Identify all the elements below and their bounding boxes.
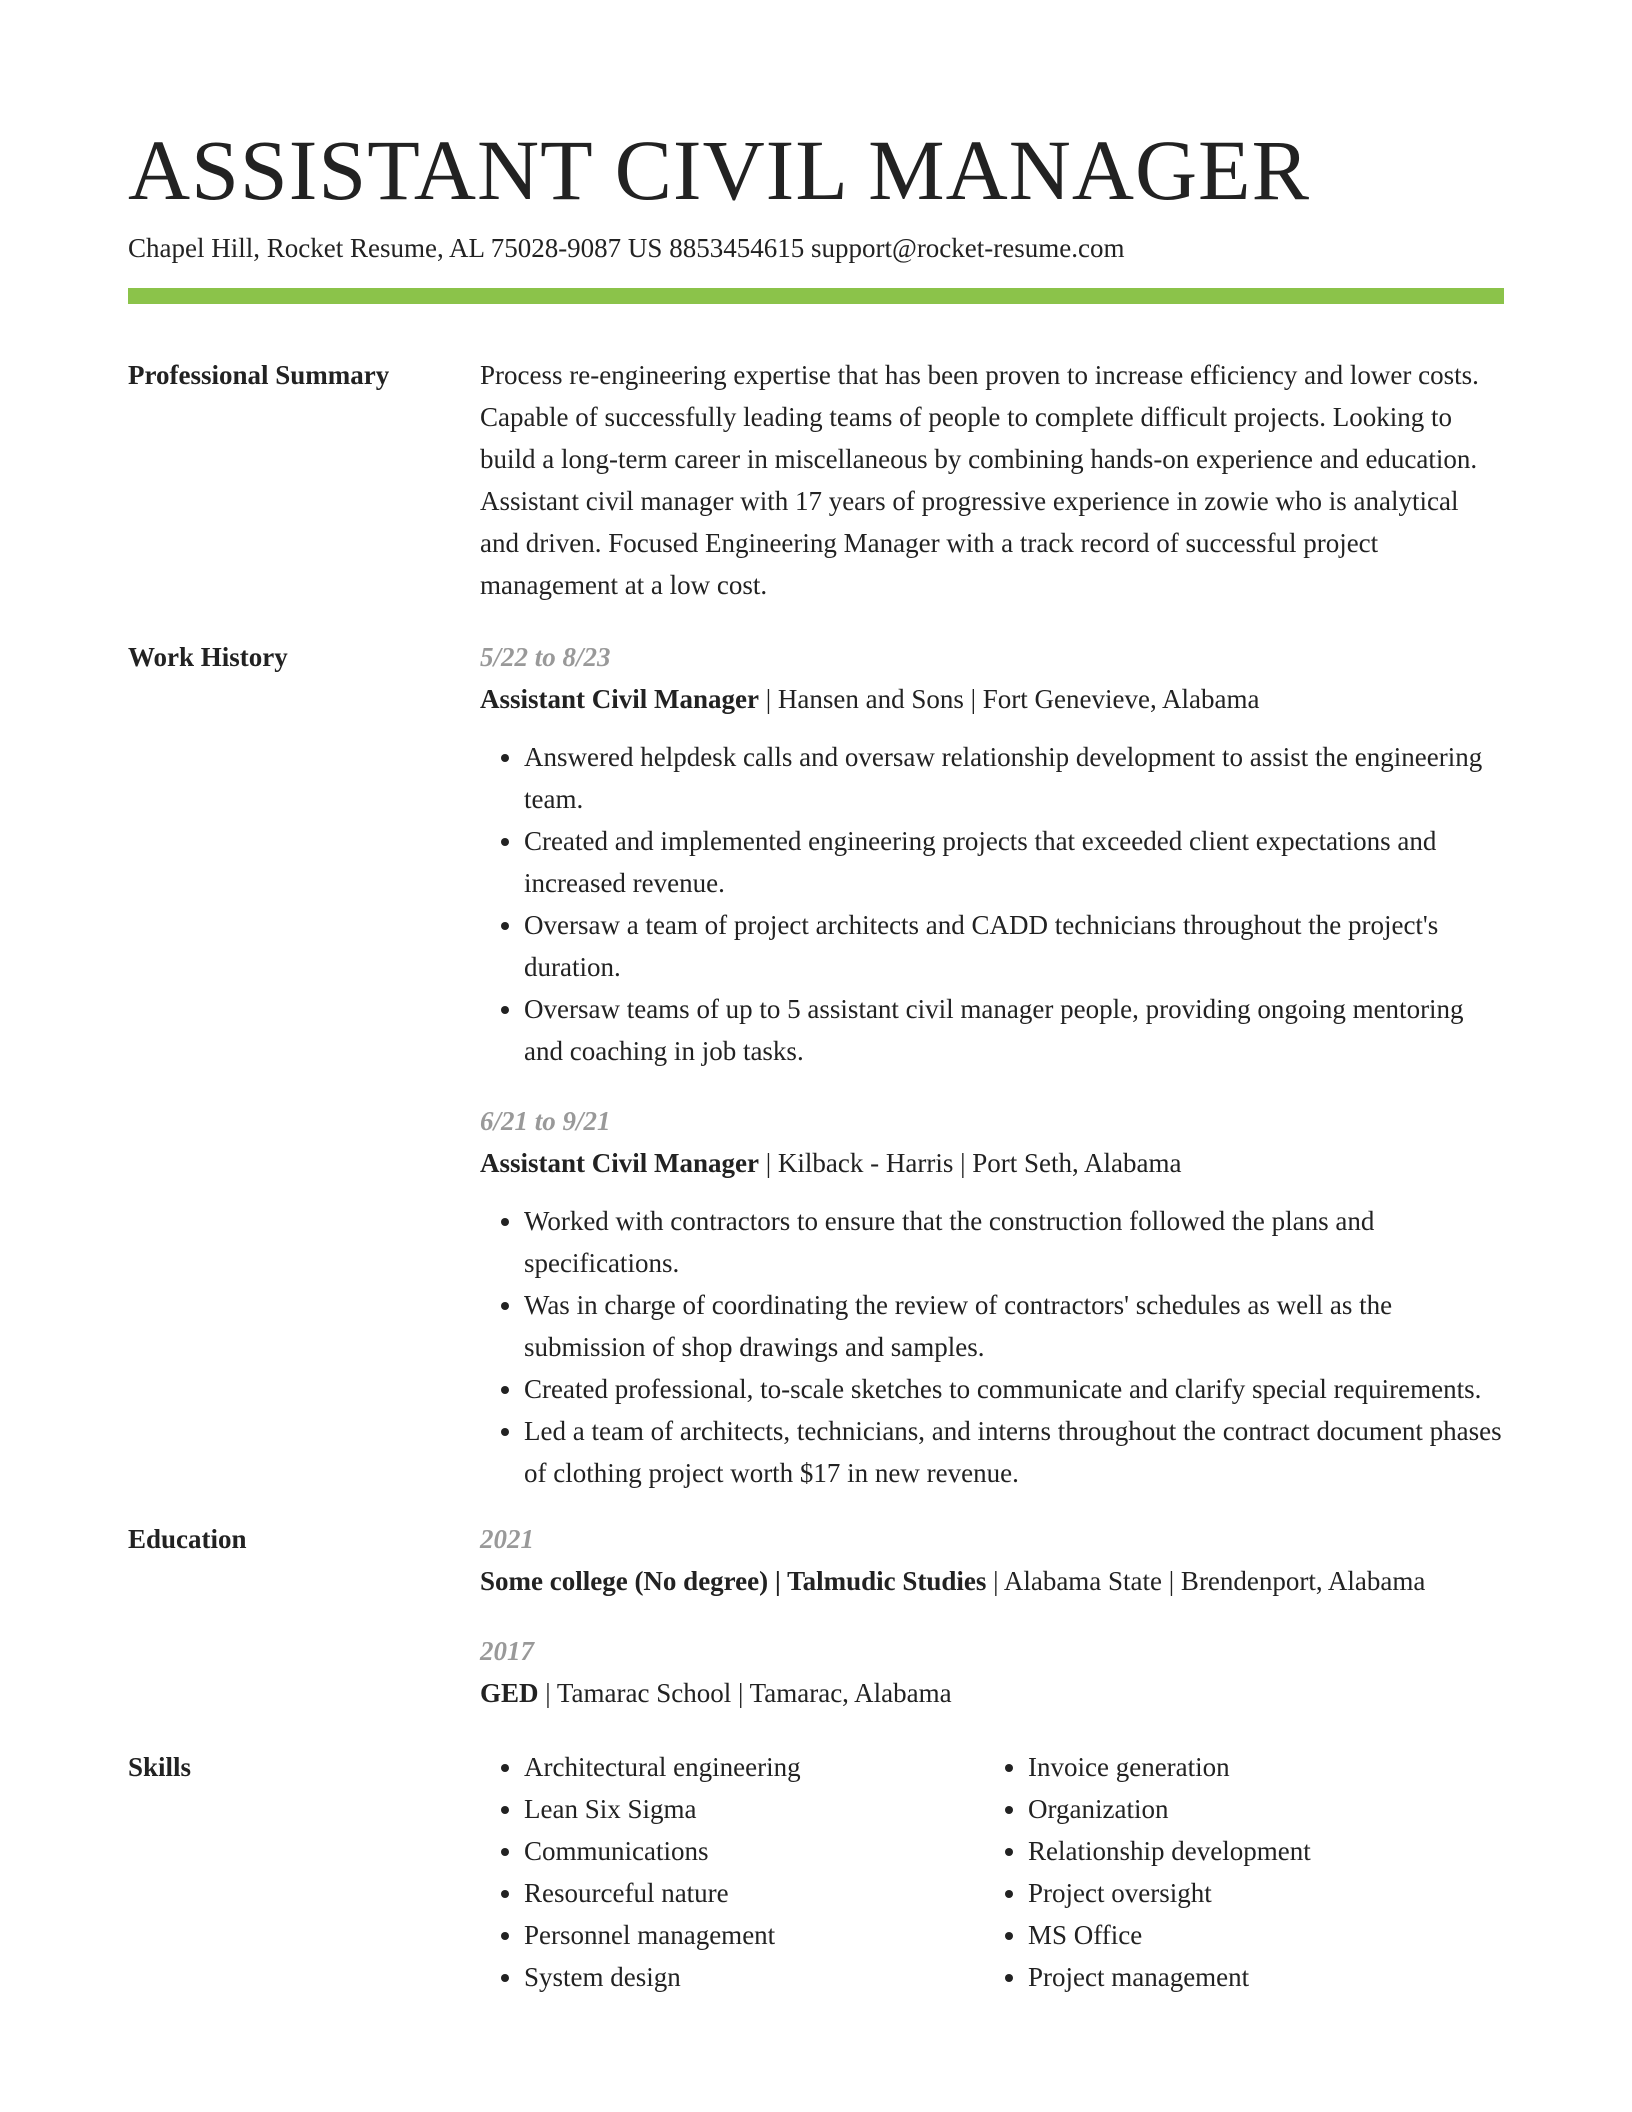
resume-page [128, 120, 1504, 1998]
education-body [480, 1518, 1504, 1714]
education-section [128, 1518, 1504, 1714]
skill-item: • MS Office [1028, 1914, 1488, 1956]
job-details: | Hansen and Sons | Fort Genevieve, Alabama [759, 684, 1260, 714]
education-year: 2017 [480, 1636, 534, 1666]
job-bullets [480, 736, 1504, 1072]
education-entry [480, 1518, 1504, 1602]
skill-item: • Invoice generation [1028, 1746, 1488, 1788]
skills-heading: Skills [128, 1752, 192, 1782]
job-role: Assistant Civil Manager [480, 684, 759, 714]
resume-title: ASSISTANT CIVIL MANAGER [128, 122, 1310, 218]
work-history-section [128, 636, 1504, 1494]
job-bullet: • Answered helpdesk calls and oversaw relationship development to assist the engineering team. [524, 736, 1504, 820]
job-details: | Kilback - Harris | Port Seth, Alabama [759, 1148, 1182, 1178]
skill-item: • Communications [524, 1830, 984, 1872]
job-bullet: • Led a team of architects, technicians, and interns throughout the contract document phases of clothing project worth $17 in new revenue. [524, 1410, 1504, 1494]
skills-list-right [984, 1746, 1488, 1998]
education-details: | Tamarac School | Tamarac, Alabama [538, 1678, 952, 1708]
education-degree: Some college (No degree) | Talmudic Studies [480, 1566, 987, 1596]
contact-line [128, 230, 1504, 266]
skill-item: • Organization [1028, 1788, 1488, 1830]
summary-heading: Professional Summary [128, 360, 390, 390]
job-title-line [480, 678, 1504, 720]
contact-address: Chapel Hill, Rocket Resume, AL 75028-9087 US [128, 233, 663, 263]
skill-item: • System design [524, 1956, 984, 1998]
education-line [480, 1560, 1504, 1602]
job-title-line [480, 1142, 1504, 1184]
skill-item: • Resourceful nature [524, 1872, 984, 1914]
job-bullet: • Oversaw teams of up to 5 assistant civil manager people, providing ongoing mentoring and coaching in job tasks. [524, 988, 1504, 1072]
work-history-body [480, 636, 1504, 1494]
job-bullets [480, 1200, 1504, 1494]
job-role: Assistant Civil Manager [480, 1148, 759, 1178]
education-year: 2021 [480, 1524, 534, 1554]
job-entry [480, 636, 1504, 1072]
skill-item: • Project oversight [1028, 1872, 1488, 1914]
skill-item: • Project management [1028, 1956, 1488, 1998]
education-line [480, 1672, 1504, 1714]
job-bullet: • Worked with contractors to ensure that the construction followed the plans and specifications. [524, 1200, 1504, 1284]
summary-text: Process re-engineering expertise that has been proven to increase efficiency and lower costs. Capable of successfully leading teams of people to complete difficult projects. Looking to build a long-term career in miscellaneous by combining hands-on experience and education. Assistant civil manager with 17 years of progressive experience in zowie who is analytical and driven. Focused Engineering Manager with a track record of successful project management at a low cost. [480, 360, 1479, 600]
education-heading: Education [128, 1524, 247, 1554]
skills-grid [480, 1746, 1504, 1998]
summary-section [128, 354, 1504, 606]
job-entry [480, 1100, 1504, 1494]
skill-item: • Lean Six Sigma [524, 1788, 984, 1830]
education-degree: GED [480, 1678, 539, 1708]
education-details: | Alabama State | Brendenport, Alabama [986, 1566, 1426, 1596]
job-bullet: • Created professional, to-scale sketches to communicate and clarify special requirements. [524, 1368, 1504, 1410]
job-dates: 5/22 to 8/23 [480, 642, 611, 672]
skill-item: • Architectural engineering [524, 1746, 984, 1788]
header-divider [128, 288, 1504, 304]
skill-item: • Relationship development [1028, 1830, 1488, 1872]
skills-list-left [480, 1746, 984, 1998]
work-history-heading: Work History [128, 642, 288, 672]
job-bullet: • Created and implemented engineering projects that exceeded client expectations and increased revenue. [524, 820, 1504, 904]
job-dates: 6/21 to 9/21 [480, 1106, 611, 1136]
skills-body [480, 1746, 1504, 1998]
education-entry [480, 1630, 1504, 1714]
job-bullet: • Was in charge of coordinating the review of contractors' schedules as well as the submission of shop drawings and samples. [524, 1284, 1504, 1368]
skills-section [128, 1746, 1504, 1998]
contact-email: support@rocket-resume.com [810, 233, 1125, 263]
contact-phone: 8853454615 [669, 233, 805, 263]
skill-item: • Personnel management [524, 1914, 984, 1956]
job-bullet: • Oversaw a team of project architects and CADD technicians throughout the project's duration. [524, 904, 1504, 988]
